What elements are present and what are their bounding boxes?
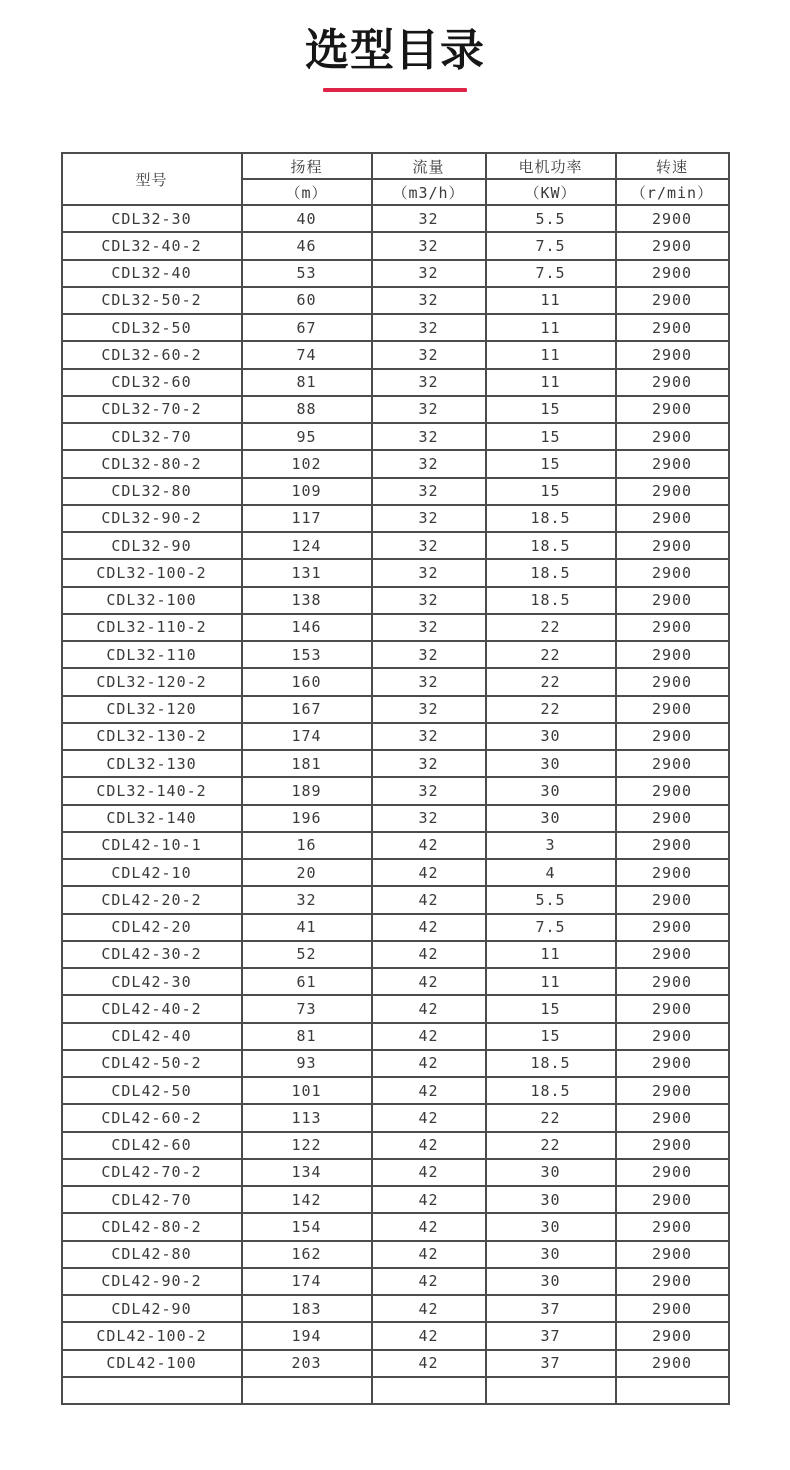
- cell-speed: 2900: [616, 287, 729, 314]
- cell-flow: 42: [372, 832, 486, 859]
- cell-speed: 2900: [616, 341, 729, 368]
- cell-power: 3: [486, 832, 616, 859]
- cell-power: 15: [486, 995, 616, 1022]
- cell-power: 11: [486, 341, 616, 368]
- cell-flow: 32: [372, 559, 486, 586]
- cell-flow: 42: [372, 1077, 486, 1104]
- cell-speed: 2900: [616, 369, 729, 396]
- table-row: [62, 1104, 729, 1131]
- cell-head: 124: [242, 532, 372, 559]
- cell-model: CDL32-70: [62, 423, 242, 450]
- cell-flow: 42: [372, 1186, 486, 1213]
- cell-power: 22: [486, 641, 616, 668]
- table-row: [62, 369, 729, 396]
- cell-flow: 42: [372, 1268, 486, 1295]
- cell-head: 153: [242, 641, 372, 668]
- cell-flow: 32: [372, 232, 486, 259]
- cell-model: CDL42-70: [62, 1186, 242, 1213]
- cell-flow: 42: [372, 1050, 486, 1077]
- cell-flow: 42: [372, 859, 486, 886]
- cell-power: 30: [486, 1186, 616, 1213]
- cell-power: 22: [486, 1132, 616, 1159]
- cell-flow: 32: [372, 505, 486, 532]
- cell-flow: 32: [372, 205, 486, 232]
- cell-model: CDL42-30: [62, 968, 242, 995]
- cell-speed: 2900: [616, 995, 729, 1022]
- column-header-model: 型号: [62, 153, 242, 205]
- cell-model: CDL32-70-2: [62, 396, 242, 423]
- column-unit-flow: （m3/h）: [372, 179, 486, 205]
- cell-head: 52: [242, 941, 372, 968]
- cell-head: 88: [242, 396, 372, 423]
- table-body: [62, 205, 729, 1404]
- cell-power: 11: [486, 968, 616, 995]
- cell-flow: 32: [372, 423, 486, 450]
- cell-flow: 32: [372, 587, 486, 614]
- cell-model: CDL32-140-2: [62, 777, 242, 804]
- page-title: 选型目录: [305, 26, 485, 75]
- table-row: [62, 1268, 729, 1295]
- cell-speed: 2900: [616, 1104, 729, 1131]
- table-row: [62, 314, 729, 341]
- cell-power: 30: [486, 723, 616, 750]
- cell-model: CDL32-100: [62, 587, 242, 614]
- cell-head: [242, 1377, 372, 1404]
- cell-flow: 42: [372, 995, 486, 1022]
- cell-flow: 32: [372, 260, 486, 287]
- column-header-speed: 转速: [616, 153, 729, 179]
- cell-head: 174: [242, 723, 372, 750]
- cell-head: 146: [242, 614, 372, 641]
- table-row: [62, 532, 729, 559]
- cell-model: [62, 1377, 242, 1404]
- cell-model: CDL42-60-2: [62, 1104, 242, 1131]
- cell-model: CDL42-40-2: [62, 995, 242, 1022]
- cell-head: 20: [242, 859, 372, 886]
- cell-model: CDL42-40: [62, 1023, 242, 1050]
- cell-head: 60: [242, 287, 372, 314]
- column-header-flow: 流量: [372, 153, 486, 179]
- cell-head: 40: [242, 205, 372, 232]
- cell-head: 46: [242, 232, 372, 259]
- cell-model: CDL32-50-2: [62, 287, 242, 314]
- cell-head: 189: [242, 777, 372, 804]
- cell-head: 122: [242, 1132, 372, 1159]
- cell-speed: 2900: [616, 941, 729, 968]
- cell-model: CDL32-80: [62, 478, 242, 505]
- cell-speed: 2900: [616, 587, 729, 614]
- cell-speed: 2900: [616, 232, 729, 259]
- cell-model: CDL32-90-2: [62, 505, 242, 532]
- cell-power: 30: [486, 1213, 616, 1240]
- table-row: [62, 1241, 729, 1268]
- cell-speed: 2900: [616, 832, 729, 859]
- cell-head: 183: [242, 1295, 372, 1322]
- table-row: [62, 914, 729, 941]
- cell-speed: 2900: [616, 668, 729, 695]
- table-row: [62, 941, 729, 968]
- cell-model: CDL32-110: [62, 641, 242, 668]
- cell-power: 15: [486, 478, 616, 505]
- cell-speed: 2900: [616, 641, 729, 668]
- cell-speed: 2900: [616, 1159, 729, 1186]
- cell-power: 15: [486, 396, 616, 423]
- cell-power: 18.5: [486, 532, 616, 559]
- cell-power: 5.5: [486, 205, 616, 232]
- cell-flow: 42: [372, 1241, 486, 1268]
- table-row: [62, 805, 729, 832]
- table-row: [62, 1213, 729, 1240]
- cell-speed: 2900: [616, 450, 729, 477]
- cell-speed: 2900: [616, 423, 729, 450]
- cell-power: 11: [486, 369, 616, 396]
- cell-flow: 32: [372, 777, 486, 804]
- cell-speed: 2900: [616, 1050, 729, 1077]
- cell-speed: 2900: [616, 886, 729, 913]
- table-row: [62, 423, 729, 450]
- cell-speed: 2900: [616, 1186, 729, 1213]
- column-header-power: 电机功率: [486, 153, 616, 179]
- cell-flow: 42: [372, 914, 486, 941]
- cell-flow: 32: [372, 369, 486, 396]
- cell-power: 22: [486, 614, 616, 641]
- cell-model: CDL32-80-2: [62, 450, 242, 477]
- cell-head: 174: [242, 1268, 372, 1295]
- cell-power: 37: [486, 1295, 616, 1322]
- cell-model: CDL32-60-2: [62, 341, 242, 368]
- cell-model: CDL42-90: [62, 1295, 242, 1322]
- cell-power: 15: [486, 423, 616, 450]
- cell-head: 167: [242, 696, 372, 723]
- cell-flow: 42: [372, 1213, 486, 1240]
- cell-head: 131: [242, 559, 372, 586]
- table-row: [62, 832, 729, 859]
- cell-model: CDL42-80: [62, 1241, 242, 1268]
- cell-head: 181: [242, 750, 372, 777]
- cell-speed: 2900: [616, 1213, 729, 1240]
- cell-speed: 2900: [616, 750, 729, 777]
- cell-head: 101: [242, 1077, 372, 1104]
- cell-model: CDL42-60: [62, 1132, 242, 1159]
- cell-head: 61: [242, 968, 372, 995]
- cell-model: CDL32-100-2: [62, 559, 242, 586]
- table-row: [62, 559, 729, 586]
- cell-head: 74: [242, 341, 372, 368]
- cell-flow: 32: [372, 668, 486, 695]
- table-row: [62, 1322, 729, 1349]
- cell-model: CDL42-10: [62, 859, 242, 886]
- cell-power: 30: [486, 1241, 616, 1268]
- cell-flow: 32: [372, 314, 486, 341]
- cell-flow: 42: [372, 1159, 486, 1186]
- cell-flow: 32: [372, 287, 486, 314]
- table-row: [62, 1159, 729, 1186]
- cell-speed: 2900: [616, 1241, 729, 1268]
- cell-power: 7.5: [486, 260, 616, 287]
- cell-speed: 2900: [616, 1295, 729, 1322]
- cell-speed: 2900: [616, 1322, 729, 1349]
- cell-speed: 2900: [616, 859, 729, 886]
- cell-head: 95: [242, 423, 372, 450]
- cell-head: 162: [242, 1241, 372, 1268]
- cell-flow: 42: [372, 1132, 486, 1159]
- cell-head: 142: [242, 1186, 372, 1213]
- cell-head: 81: [242, 369, 372, 396]
- cell-flow: 32: [372, 532, 486, 559]
- column-unit-speed: （r/min）: [616, 179, 729, 205]
- cell-power: 5.5: [486, 886, 616, 913]
- table-row: [62, 1050, 729, 1077]
- cell-head: 134: [242, 1159, 372, 1186]
- cell-head: 160: [242, 668, 372, 695]
- cell-model: CDL42-100: [62, 1350, 242, 1377]
- cell-power: 18.5: [486, 1077, 616, 1104]
- cell-model: CDL32-140: [62, 805, 242, 832]
- cell-power: 11: [486, 287, 616, 314]
- column-unit-head: （m）: [242, 179, 372, 205]
- cell-speed: 2900: [616, 396, 729, 423]
- cell-speed: 2900: [616, 260, 729, 287]
- cell-head: 194: [242, 1322, 372, 1349]
- table-row: [62, 696, 729, 723]
- cell-speed: 2900: [616, 696, 729, 723]
- cell-power: 30: [486, 805, 616, 832]
- table-row: [62, 1186, 729, 1213]
- cell-head: 196: [242, 805, 372, 832]
- cell-power: 7.5: [486, 914, 616, 941]
- cell-head: 73: [242, 995, 372, 1022]
- cell-speed: 2900: [616, 723, 729, 750]
- cell-model: CDL32-120-2: [62, 668, 242, 695]
- cell-head: 67: [242, 314, 372, 341]
- column-header-head: 扬程: [242, 153, 372, 179]
- column-unit-power: （KW）: [486, 179, 616, 205]
- table-row: [62, 723, 729, 750]
- table-row: [62, 1077, 729, 1104]
- table-row: [62, 614, 729, 641]
- cell-power: 18.5: [486, 1050, 616, 1077]
- cell-power: 18.5: [486, 559, 616, 586]
- cell-head: 102: [242, 450, 372, 477]
- cell-flow: 32: [372, 450, 486, 477]
- cell-flow: 32: [372, 614, 486, 641]
- cell-power: 30: [486, 777, 616, 804]
- cell-model: CDL42-20: [62, 914, 242, 941]
- cell-flow: 42: [372, 941, 486, 968]
- cell-model: CDL42-30-2: [62, 941, 242, 968]
- header-row-labels: [62, 153, 729, 179]
- cell-flow: 32: [372, 641, 486, 668]
- cell-model: CDL32-130-2: [62, 723, 242, 750]
- cell-power: 11: [486, 941, 616, 968]
- cell-model: CDL32-40: [62, 260, 242, 287]
- cell-power: 15: [486, 450, 616, 477]
- cell-head: 113: [242, 1104, 372, 1131]
- cell-flow: 42: [372, 1023, 486, 1050]
- cell-model: CDL32-120: [62, 696, 242, 723]
- table-row: [62, 859, 729, 886]
- table-header: [62, 153, 729, 205]
- cell-model: CDL42-50: [62, 1077, 242, 1104]
- table-row: [62, 886, 729, 913]
- cell-flow: 32: [372, 723, 486, 750]
- cell-power: 22: [486, 696, 616, 723]
- table-row: [62, 260, 729, 287]
- cell-flow: 42: [372, 886, 486, 913]
- table-row: [62, 1023, 729, 1050]
- cell-head: 53: [242, 260, 372, 287]
- cell-power: 4: [486, 859, 616, 886]
- cell-model: CDL42-100-2: [62, 1322, 242, 1349]
- cell-speed: 2900: [616, 532, 729, 559]
- table-row: [62, 1132, 729, 1159]
- cell-speed: 2900: [616, 559, 729, 586]
- cell-power: 18.5: [486, 505, 616, 532]
- table-row: [62, 205, 729, 232]
- cell-flow: 32: [372, 750, 486, 777]
- cell-speed: 2900: [616, 505, 729, 532]
- cell-flow: 32: [372, 396, 486, 423]
- cell-head: 81: [242, 1023, 372, 1050]
- cell-power: 30: [486, 1159, 616, 1186]
- cell-speed: 2900: [616, 478, 729, 505]
- cell-power: [486, 1377, 616, 1404]
- table-row: [62, 668, 729, 695]
- cell-speed: 2900: [616, 1023, 729, 1050]
- cell-head: 109: [242, 478, 372, 505]
- cell-flow: 42: [372, 1350, 486, 1377]
- cell-power: 22: [486, 668, 616, 695]
- table-row: [62, 287, 729, 314]
- cell-flow: 42: [372, 968, 486, 995]
- cell-power: 11: [486, 314, 616, 341]
- cell-model: CDL32-110-2: [62, 614, 242, 641]
- table-row: [62, 341, 729, 368]
- cell-head: 154: [242, 1213, 372, 1240]
- cell-model: CDL32-130: [62, 750, 242, 777]
- cell-power: 15: [486, 1023, 616, 1050]
- cell-speed: 2900: [616, 205, 729, 232]
- cell-power: 22: [486, 1104, 616, 1131]
- table-row: [62, 995, 729, 1022]
- cell-model: CDL32-40-2: [62, 232, 242, 259]
- cell-flow: 42: [372, 1295, 486, 1322]
- cell-head: 16: [242, 832, 372, 859]
- cell-flow: 32: [372, 341, 486, 368]
- table-row: [62, 587, 729, 614]
- table-row: [62, 1350, 729, 1377]
- cell-model: CDL42-50-2: [62, 1050, 242, 1077]
- cell-head: 117: [242, 505, 372, 532]
- cell-head: 32: [242, 886, 372, 913]
- cell-head: 138: [242, 587, 372, 614]
- table-row: [62, 750, 729, 777]
- cell-model: CDL32-90: [62, 532, 242, 559]
- cell-speed: 2900: [616, 805, 729, 832]
- cell-flow: 32: [372, 805, 486, 832]
- table-row: [62, 968, 729, 995]
- cell-flow: 32: [372, 478, 486, 505]
- cell-head: 41: [242, 914, 372, 941]
- cell-power: 30: [486, 750, 616, 777]
- cell-flow: 42: [372, 1104, 486, 1131]
- table-row: [62, 232, 729, 259]
- cell-model: CDL42-70-2: [62, 1159, 242, 1186]
- cell-model: CDL42-90-2: [62, 1268, 242, 1295]
- table-row: [62, 450, 729, 477]
- cell-power: 30: [486, 1268, 616, 1295]
- cell-flow: [372, 1377, 486, 1404]
- cell-head: 203: [242, 1350, 372, 1377]
- table-row: [62, 777, 729, 804]
- cell-power: 18.5: [486, 587, 616, 614]
- cell-speed: 2900: [616, 777, 729, 804]
- cell-speed: 2900: [616, 1350, 729, 1377]
- cell-speed: 2900: [616, 1077, 729, 1104]
- cell-head: 93: [242, 1050, 372, 1077]
- cell-model: CDL32-30: [62, 205, 242, 232]
- title-accent-divider: [323, 88, 467, 92]
- table-row: [62, 641, 729, 668]
- cell-model: CDL42-20-2: [62, 886, 242, 913]
- table-row-partial: [62, 1377, 729, 1404]
- table-row: [62, 396, 729, 423]
- cell-power: 37: [486, 1322, 616, 1349]
- cell-flow: 42: [372, 1322, 486, 1349]
- cell-flow: 32: [372, 696, 486, 723]
- cell-speed: 2900: [616, 614, 729, 641]
- selection-catalog-table: [61, 152, 730, 1405]
- cell-model: CDL32-60: [62, 369, 242, 396]
- table-row: [62, 505, 729, 532]
- table-row: [62, 1295, 729, 1322]
- table-row: [62, 478, 729, 505]
- cell-speed: 2900: [616, 914, 729, 941]
- cell-power: 37: [486, 1350, 616, 1377]
- cell-power: 7.5: [486, 232, 616, 259]
- cell-model: CDL32-50: [62, 314, 242, 341]
- cell-model: CDL42-10-1: [62, 832, 242, 859]
- cell-speed: 2900: [616, 1132, 729, 1159]
- cell-speed: 2900: [616, 314, 729, 341]
- cell-speed: [616, 1377, 729, 1404]
- cell-model: CDL42-80-2: [62, 1213, 242, 1240]
- cell-speed: 2900: [616, 1268, 729, 1295]
- cell-speed: 2900: [616, 968, 729, 995]
